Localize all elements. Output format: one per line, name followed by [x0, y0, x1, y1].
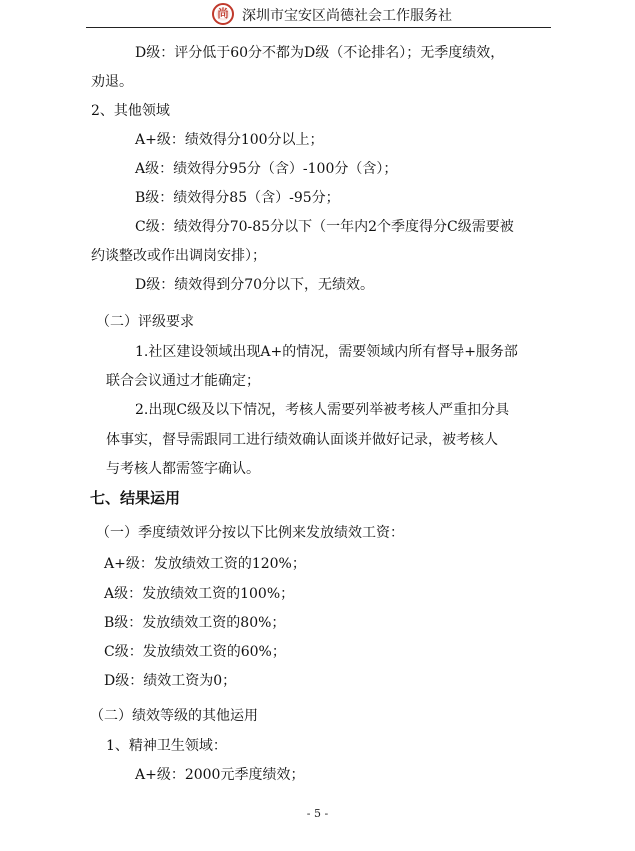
- section-subheading: （二）评级要求: [96, 314, 194, 330]
- section-heading: 七、结果运用: [90, 489, 181, 507]
- text-line: C级：发放绩效工资的60%；: [104, 644, 286, 660]
- text-line: 约谈整改或作出调岗安排）；: [91, 248, 266, 264]
- text-line: A+级：2000元季度绩效；: [135, 767, 305, 783]
- text-line: 劝退。: [91, 74, 133, 90]
- text-line: B级：绩效得分85（含）-95分；: [135, 190, 340, 206]
- text-line: D级：评分低于60分不都为D级（不论排名）；无季度绩效，: [135, 45, 505, 61]
- page-number: - 5 -: [306, 807, 329, 820]
- text-line: 1、精神卫生领域：: [106, 738, 227, 754]
- text-line: 1.社区建设领域出现A+的情况，需要领域内所有督导+服务部: [135, 344, 518, 360]
- section-subheading: 2、其他领域: [91, 103, 170, 119]
- text-line: D级：绩效得到分70分以下，无绩效。: [135, 277, 375, 293]
- text-line: A+级：绩效得分100分以上；: [135, 132, 324, 148]
- text-line: D级：绩效工资为0；: [104, 673, 237, 689]
- text-line: 与考核人都需签字确认。: [106, 461, 260, 477]
- organization-name: 深圳市宝安区尚德社会工作服务社: [242, 8, 452, 24]
- text-line: 联合会议通过才能确定；: [106, 373, 260, 389]
- text-line: A级：发放绩效工资的100%；: [104, 586, 295, 602]
- text-line: C级：绩效得分70-85分以下（一年内2个季度得分C级需要被: [135, 219, 514, 235]
- text-line: A+级：发放绩效工资的120%；: [104, 556, 306, 572]
- text-line: 2.出现C级及以下情况，考核人需要列举被考核人严重扣分具: [135, 402, 510, 418]
- section-subheading: （一）季度绩效评分按以下比例来发放绩效工资：: [96, 525, 404, 541]
- text-line: B级：发放绩效工资的80%；: [104, 615, 286, 631]
- text-line: 体事实，督导需跟同工进行绩效确认面谈并做好记录，被考核人: [106, 432, 498, 448]
- text-line: A级：绩效得分95分（含）-100分（含）；: [135, 161, 398, 177]
- organization-logo-icon: 尚: [212, 3, 234, 25]
- section-subheading: （二）绩效等级的其他运用: [90, 708, 258, 724]
